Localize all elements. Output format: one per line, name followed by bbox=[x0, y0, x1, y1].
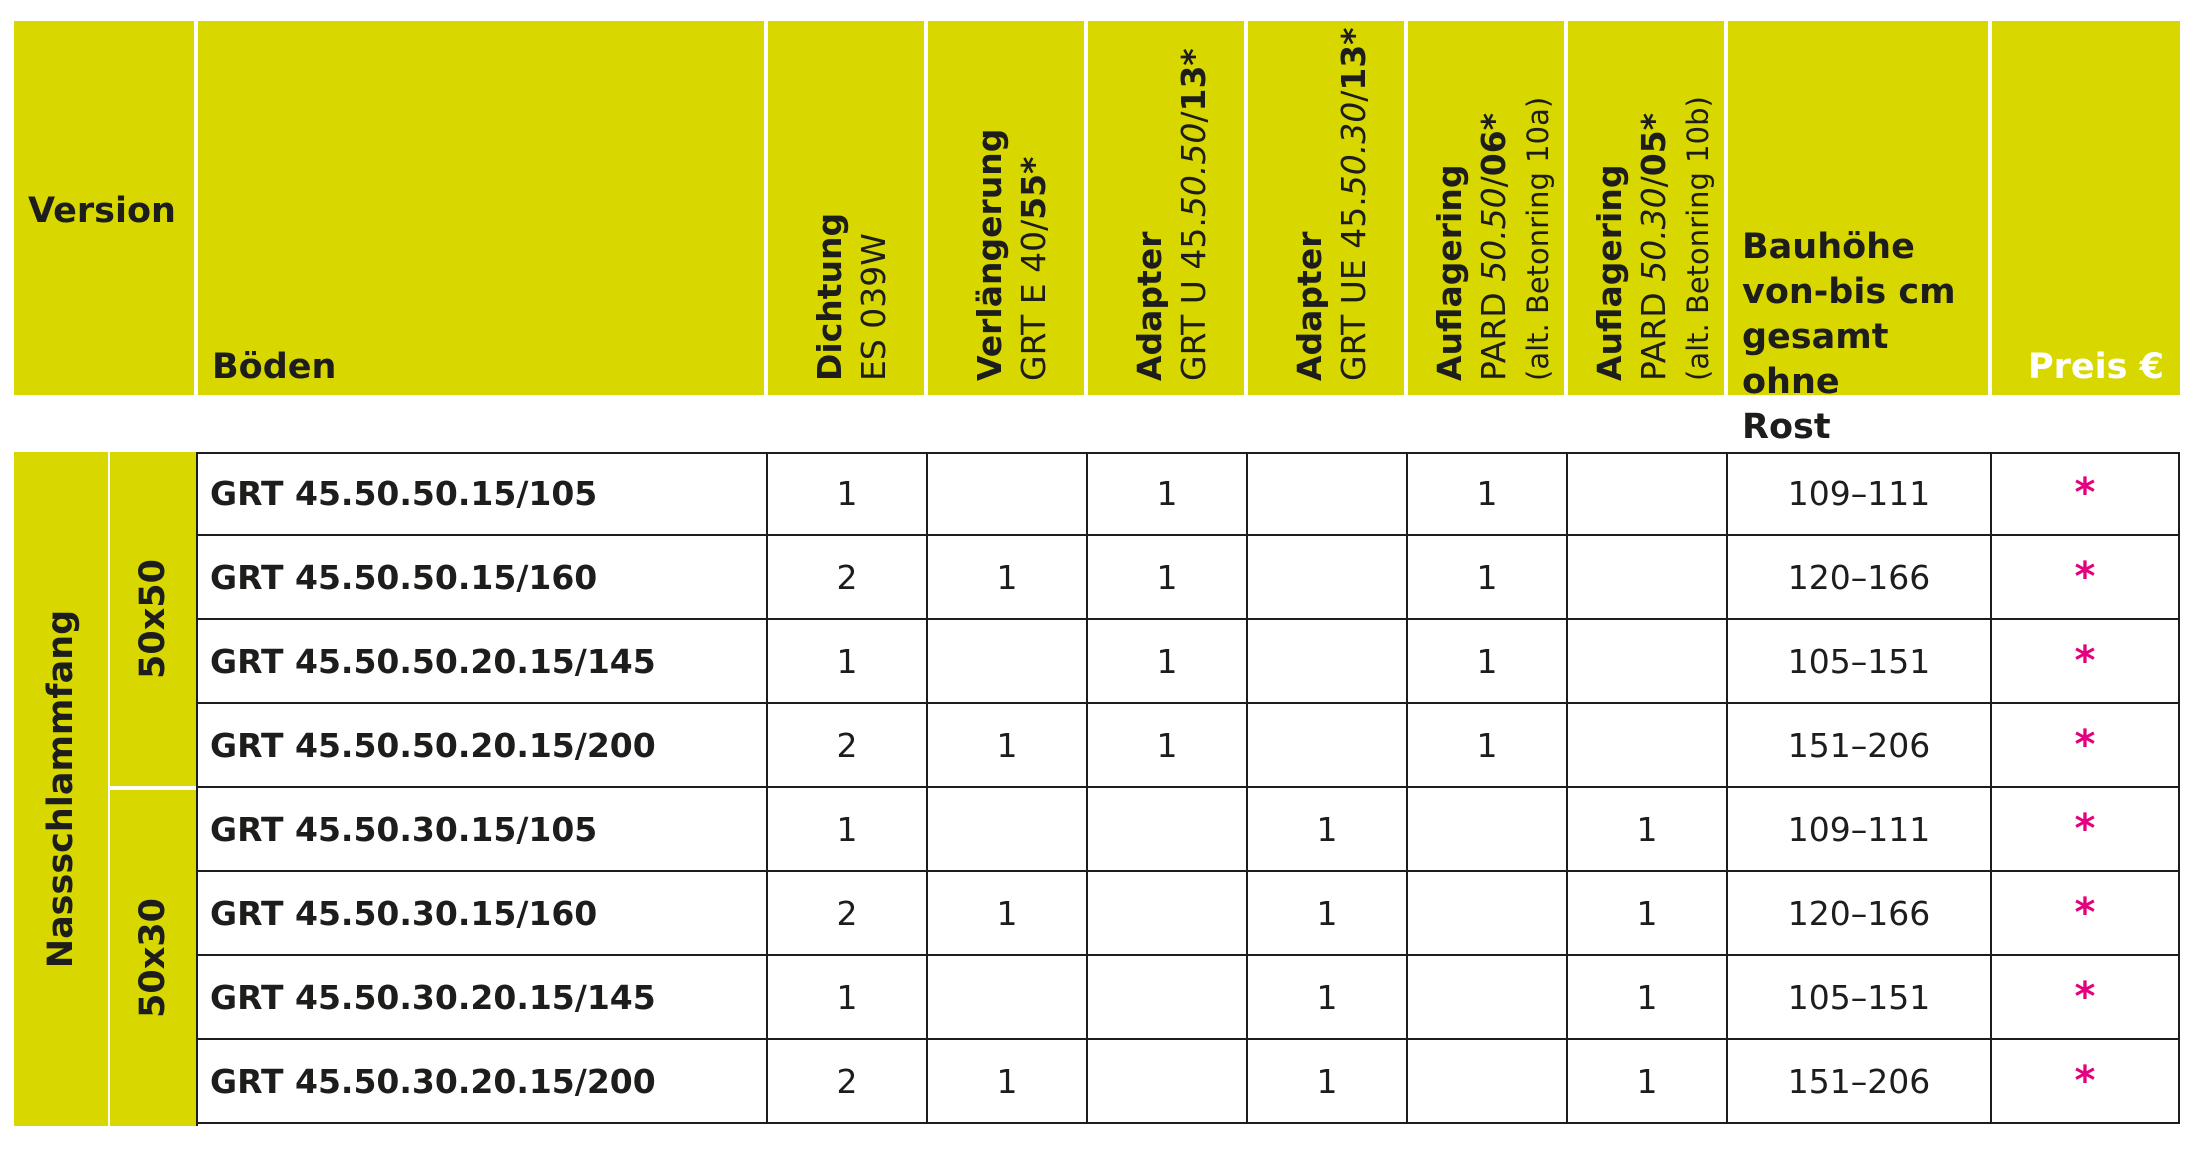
side-group-cell bbox=[14, 452, 108, 1126]
cell-value: 1 bbox=[836, 809, 858, 849]
price-asterisk: * bbox=[2074, 554, 2096, 600]
header-auflagering2-cell bbox=[1568, 21, 1724, 395]
cell-verl bbox=[928, 872, 1088, 956]
cell-auf1 bbox=[1408, 788, 1568, 872]
price-asterisk: * bbox=[2074, 1058, 2096, 1104]
ad2-sub-b: 50.30 bbox=[1334, 101, 1373, 197]
cell-ad1 bbox=[1088, 956, 1248, 1040]
cell-name bbox=[196, 788, 768, 872]
table-row bbox=[196, 872, 2180, 956]
header-auflagering1 bbox=[1428, 97, 1560, 381]
cell-preis bbox=[1992, 620, 2180, 704]
cell-value: 109–111 bbox=[1787, 809, 1931, 849]
table-row bbox=[196, 536, 2180, 620]
cell-dichtung bbox=[768, 536, 928, 620]
cell-verl bbox=[928, 956, 1088, 1040]
header-adapter2 bbox=[1288, 27, 1376, 381]
cell-value: 1 bbox=[996, 557, 1018, 597]
auf1-sub-a: PARD bbox=[1474, 281, 1513, 381]
cell-auf1 bbox=[1408, 1040, 1568, 1124]
auf2-sub-e: * bbox=[1634, 112, 1673, 131]
table-row bbox=[196, 1040, 2180, 1124]
header-adapter1-title: Adapter bbox=[1130, 231, 1169, 381]
header-version: Version bbox=[28, 191, 176, 231]
cell-auf1 bbox=[1408, 536, 1568, 620]
cell-ad2 bbox=[1248, 788, 1408, 872]
auf2-sub-c: / bbox=[1634, 176, 1673, 188]
cell-value: 2 bbox=[836, 557, 858, 597]
cell-auf2 bbox=[1568, 704, 1728, 788]
cell-value: GRT 45.50.50.20.15/200 bbox=[210, 725, 656, 765]
auf1-sub-c: / bbox=[1474, 176, 1513, 188]
cell-ad2 bbox=[1248, 872, 1408, 956]
side-sub2-cell bbox=[110, 790, 196, 1126]
header-dichtung bbox=[808, 213, 896, 381]
header-verlaengerung-title: Verlängerung bbox=[970, 128, 1009, 381]
verl-sub-c: * bbox=[1014, 156, 1053, 174]
price-asterisk: * bbox=[2074, 470, 2096, 516]
side-group-label: Nassschlammfang bbox=[41, 609, 81, 969]
cell-name bbox=[196, 956, 768, 1040]
auf2-sub-a: PARD bbox=[1634, 281, 1673, 381]
header-auflagering1-cell bbox=[1408, 21, 1564, 395]
ad2-sub-c: / bbox=[1334, 90, 1373, 102]
header-auflagering1-note: (alt. Betonring 10a) bbox=[1521, 96, 1555, 381]
cell-bau bbox=[1728, 536, 1992, 620]
cell-value: 1 bbox=[1636, 893, 1658, 933]
cell-dichtung bbox=[768, 452, 928, 536]
header-boeden: Böden bbox=[212, 347, 337, 387]
cell-auf2 bbox=[1568, 620, 1728, 704]
cell-value: 2 bbox=[836, 893, 858, 933]
cell-verl bbox=[928, 536, 1088, 620]
cell-bau bbox=[1728, 1040, 1992, 1124]
header-auflagering1-title: Auflagering bbox=[1430, 164, 1469, 381]
cell-value: 1 bbox=[1316, 977, 1338, 1017]
cell-value: 1 bbox=[1156, 725, 1178, 765]
cell-preis bbox=[1992, 704, 2180, 788]
table-row bbox=[196, 956, 2180, 1040]
header-version-cell bbox=[14, 21, 194, 395]
header-preis: Preis € bbox=[2027, 347, 2164, 387]
ad1-sub-a: GRT U 45. bbox=[1174, 217, 1213, 381]
verl-sub-b: 55 bbox=[1014, 173, 1053, 220]
cell-preis bbox=[1992, 872, 2180, 956]
cell-auf1 bbox=[1408, 956, 1568, 1040]
header-dichtung-cell bbox=[768, 21, 924, 395]
cell-auf2 bbox=[1568, 788, 1728, 872]
cell-auf2 bbox=[1568, 872, 1728, 956]
auf1-sub-d: 06 bbox=[1474, 130, 1513, 177]
cell-value: 1 bbox=[1476, 641, 1498, 681]
cell-bau bbox=[1728, 872, 1992, 956]
table-row bbox=[196, 620, 2180, 704]
header-adapter2-sub bbox=[1332, 27, 1376, 381]
header-boeden-cell bbox=[198, 21, 764, 395]
cell-value: 1 bbox=[1636, 809, 1658, 849]
cell-value: 120–166 bbox=[1787, 557, 1931, 597]
cell-bau bbox=[1728, 788, 1992, 872]
cell-preis bbox=[1992, 536, 2180, 620]
header-bauhoehe-cell bbox=[1728, 21, 1988, 447]
cell-value: 1 bbox=[1316, 809, 1338, 849]
cell-value: GRT 45.50.50.15/105 bbox=[210, 473, 598, 513]
cell-auf2 bbox=[1568, 1040, 1728, 1124]
cell-ad1 bbox=[1088, 620, 1248, 704]
cell-value: 1 bbox=[1636, 1061, 1658, 1101]
header-auflagering2-title: Auflagering bbox=[1590, 164, 1629, 381]
cell-value: 151–206 bbox=[1787, 1061, 1931, 1101]
table-row bbox=[196, 788, 2180, 872]
header-dichtung-sub: ES 039W bbox=[854, 233, 893, 381]
bauhoehe-line-2: von-bis cm bbox=[1742, 272, 1956, 312]
side-sub2-label: 50x30 bbox=[133, 898, 173, 1018]
ad1-sub-c: / bbox=[1174, 111, 1213, 123]
cell-verl bbox=[928, 704, 1088, 788]
cell-ad2 bbox=[1248, 1040, 1408, 1124]
side-sub1-cell bbox=[110, 452, 196, 786]
header-verlaengerung bbox=[968, 129, 1056, 381]
verl-sub-a: GRT E 40/ bbox=[1014, 219, 1053, 381]
cell-bau bbox=[1728, 620, 1992, 704]
cell-value: 1 bbox=[1156, 641, 1178, 681]
cell-value: 1 bbox=[1476, 473, 1498, 513]
header-dichtung-title: Dichtung bbox=[810, 212, 849, 381]
cell-preis bbox=[1992, 1040, 2180, 1124]
ad1-sub-d: 13 bbox=[1174, 65, 1213, 112]
header-adapter1-cell bbox=[1088, 21, 1244, 395]
bauhoehe-line-1: Bauhöhe bbox=[1742, 227, 1915, 267]
cell-name bbox=[196, 452, 768, 536]
cell-ad2 bbox=[1248, 536, 1408, 620]
cell-auf1 bbox=[1408, 452, 1568, 536]
cell-value: 120–166 bbox=[1787, 893, 1931, 933]
bauhoehe-line-3: gesamt ohne bbox=[1742, 317, 1889, 402]
cell-ad1 bbox=[1088, 704, 1248, 788]
auf1-sub-e: * bbox=[1474, 112, 1513, 131]
cell-value: 1 bbox=[1316, 1061, 1338, 1101]
cell-name bbox=[196, 1040, 768, 1124]
cell-auf2 bbox=[1568, 956, 1728, 1040]
cell-value: 1 bbox=[836, 641, 858, 681]
ad2-sub-a: GRT UE 45. bbox=[1334, 196, 1373, 381]
cell-ad1 bbox=[1088, 1040, 1248, 1124]
cell-preis bbox=[1992, 788, 2180, 872]
cell-value: 105–151 bbox=[1787, 641, 1931, 681]
cell-dichtung bbox=[768, 788, 928, 872]
bauhoehe-line-4: Rost bbox=[1742, 407, 1831, 447]
cell-dichtung bbox=[768, 620, 928, 704]
cell-ad2 bbox=[1248, 704, 1408, 788]
cell-value: GRT 45.50.50.20.15/145 bbox=[210, 641, 656, 681]
cell-auf1 bbox=[1408, 620, 1568, 704]
cell-value: 151–206 bbox=[1787, 725, 1931, 765]
cell-value: 1 bbox=[996, 1061, 1018, 1101]
auf2-sub-b: 50.30 bbox=[1634, 187, 1673, 282]
cell-value: 105–151 bbox=[1787, 977, 1931, 1017]
cell-value: 1 bbox=[1476, 725, 1498, 765]
cell-value: GRT 45.50.50.15/160 bbox=[210, 557, 598, 597]
header-preis-cell bbox=[1992, 21, 2180, 395]
cell-verl bbox=[928, 620, 1088, 704]
cell-value: 1 bbox=[1156, 473, 1178, 513]
cell-name bbox=[196, 704, 768, 788]
cell-verl bbox=[928, 788, 1088, 872]
cell-verl bbox=[928, 452, 1088, 536]
cell-dichtung bbox=[768, 956, 928, 1040]
price-asterisk: * bbox=[2074, 890, 2096, 936]
table-row bbox=[196, 704, 2180, 788]
cell-value: 1 bbox=[996, 893, 1018, 933]
cell-bau bbox=[1728, 956, 1992, 1040]
cell-verl bbox=[928, 1040, 1088, 1124]
header-bauhoehe bbox=[1742, 225, 1988, 450]
ad2-sub-d: 13 bbox=[1334, 44, 1373, 91]
side-sub1-label: 50x50 bbox=[133, 559, 173, 679]
cell-value: 1 bbox=[1476, 557, 1498, 597]
auf2-sub-d: 05 bbox=[1634, 130, 1673, 177]
header-adapter1 bbox=[1128, 48, 1216, 381]
cell-name bbox=[196, 536, 768, 620]
header-auflagering2-sub bbox=[1632, 96, 1676, 381]
cell-ad1 bbox=[1088, 872, 1248, 956]
cell-auf2 bbox=[1568, 536, 1728, 620]
cell-auf1 bbox=[1408, 704, 1568, 788]
cell-value: 1 bbox=[836, 977, 858, 1017]
cell-auf1 bbox=[1408, 872, 1568, 956]
cell-value: 1 bbox=[836, 473, 858, 513]
ad1-sub-e: * bbox=[1174, 48, 1213, 66]
cell-value: 1 bbox=[1316, 893, 1338, 933]
header-verlaengerung-cell bbox=[928, 21, 1084, 395]
cell-ad1 bbox=[1088, 536, 1248, 620]
cell-ad1 bbox=[1088, 452, 1248, 536]
cell-name bbox=[196, 872, 768, 956]
cell-dichtung bbox=[768, 704, 928, 788]
cell-value: 2 bbox=[836, 1061, 858, 1101]
price-asterisk: * bbox=[2074, 806, 2096, 852]
cell-auf2 bbox=[1568, 452, 1728, 536]
cell-value: 2 bbox=[836, 725, 858, 765]
cell-preis bbox=[1992, 452, 2180, 536]
ad2-sub-e: * bbox=[1334, 27, 1373, 45]
cell-value: GRT 45.50.30.15/160 bbox=[210, 893, 598, 933]
header-verlaengerung-sub bbox=[1012, 129, 1056, 381]
cell-value: 1 bbox=[1156, 557, 1178, 597]
cell-preis bbox=[1992, 956, 2180, 1040]
cell-value: 109–111 bbox=[1787, 473, 1931, 513]
header-adapter2-title: Adapter bbox=[1290, 231, 1329, 381]
header-auflagering2 bbox=[1588, 96, 1720, 381]
header-auflagering2-note: (alt. Betonring 10b) bbox=[1681, 96, 1715, 381]
cell-value: GRT 45.50.30.20.15/200 bbox=[210, 1061, 656, 1101]
cell-bau bbox=[1728, 452, 1992, 536]
price-asterisk: * bbox=[2074, 638, 2096, 684]
price-asterisk: * bbox=[2074, 974, 2096, 1020]
cell-value: GRT 45.50.30.20.15/145 bbox=[210, 977, 656, 1017]
cell-name bbox=[196, 620, 768, 704]
ad1-sub-b: 50.50 bbox=[1174, 122, 1213, 218]
cell-dichtung bbox=[768, 1040, 928, 1124]
cell-ad1 bbox=[1088, 788, 1248, 872]
cell-ad2 bbox=[1248, 956, 1408, 1040]
cell-value: 1 bbox=[996, 725, 1018, 765]
header-adapter2-cell bbox=[1248, 21, 1404, 395]
price-asterisk: * bbox=[2074, 722, 2096, 768]
cell-dichtung bbox=[768, 872, 928, 956]
auf1-sub-b: 50.50 bbox=[1474, 187, 1513, 282]
table-row bbox=[196, 452, 2180, 536]
cell-ad2 bbox=[1248, 452, 1408, 536]
cell-value: 1 bbox=[1636, 977, 1658, 1017]
cell-bau bbox=[1728, 704, 1992, 788]
header-auflagering1-sub bbox=[1472, 97, 1516, 381]
header-adapter1-sub bbox=[1172, 48, 1216, 381]
cell-value: GRT 45.50.30.15/105 bbox=[210, 809, 598, 849]
cell-ad2 bbox=[1248, 620, 1408, 704]
